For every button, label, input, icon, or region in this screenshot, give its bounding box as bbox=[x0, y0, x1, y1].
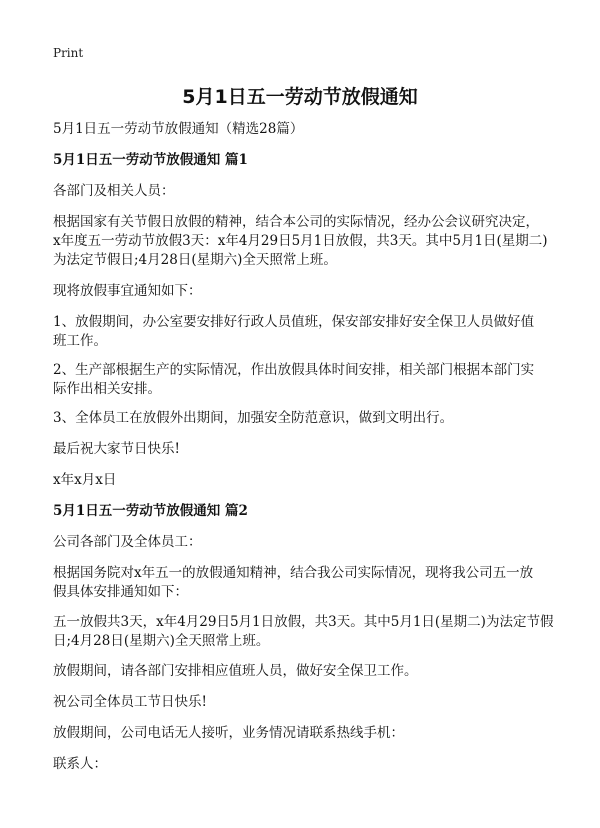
wish-line: 祝公司全体员工节日快乐! bbox=[53, 694, 207, 710]
paragraph-line: 根据国务院对x年五一的放假通知精神，结合我公司实际情况，现将我公司五一放 bbox=[53, 565, 534, 581]
paragraph-line: 放假期间，公司电话无人接听，业务情况请联系热线手机： bbox=[53, 725, 404, 741]
print-link[interactable]: Print bbox=[53, 46, 84, 60]
page-title: 5月1日五一劳动节放假通知 bbox=[182, 86, 418, 108]
list-item-line: 班工作。 bbox=[53, 333, 107, 349]
list-item-line: 际作出相关安排。 bbox=[53, 381, 161, 397]
closing-line: 最后祝大家节日快乐! bbox=[53, 441, 180, 457]
greeting-1: 各部门及相关人员： bbox=[53, 183, 175, 199]
paragraph-line: 放假期间，请各部门安排相应值班人员，做好安全保卫工作。 bbox=[53, 663, 418, 679]
paragraph-line: x年度五一劳动节放假3天：x年4月29日5月1日放假，共3天。其中5月1日(星期二) bbox=[53, 233, 548, 249]
section-heading-2: 5月1日五一劳动节放假通知 篇2 bbox=[53, 503, 248, 519]
contact-line: 联系人： bbox=[53, 756, 107, 772]
list-item-line: 1、放假期间，办公室要安排好行政人员值班，保安部安排好安全保卫人员做好值 bbox=[53, 314, 535, 330]
list-item-line: 3、全体员工在放假外出期间，加强安全防范意识，做到文明出行。 bbox=[53, 410, 454, 426]
paragraph-line: 假具体安排通知如下： bbox=[53, 584, 188, 600]
document-subtitle: 5月1日五一劳动节放假通知（精选28篇） bbox=[53, 121, 304, 137]
paragraph-line: 为法定节假日;4月28日(星期六)全天照常上班。 bbox=[53, 252, 337, 268]
section-heading-1: 5月1日五一劳动节放假通知 篇1 bbox=[53, 152, 248, 168]
paragraph-line: 五一放假共3天，x年4月29日5月1日放假，共3天。其中5月1日(星期二)为法定节假 bbox=[53, 614, 554, 630]
notice-line: 现将放假事宜通知如下： bbox=[53, 283, 202, 299]
list-item-line: 2、生产部根据生产的实际情况，作出放假具体时间安排，相关部门根据本部门实 bbox=[53, 362, 535, 378]
paragraph-line: 日;4月28日(星期六)全天照常上班。 bbox=[53, 633, 270, 649]
greeting-2: 公司各部门及全体员工： bbox=[53, 534, 202, 550]
paragraph-line: 根据国家有关节假日放假的精神，结合本公司的实际情况，经办公会议研究决定， bbox=[53, 214, 539, 230]
date-line: x年x月x日 bbox=[53, 472, 117, 488]
